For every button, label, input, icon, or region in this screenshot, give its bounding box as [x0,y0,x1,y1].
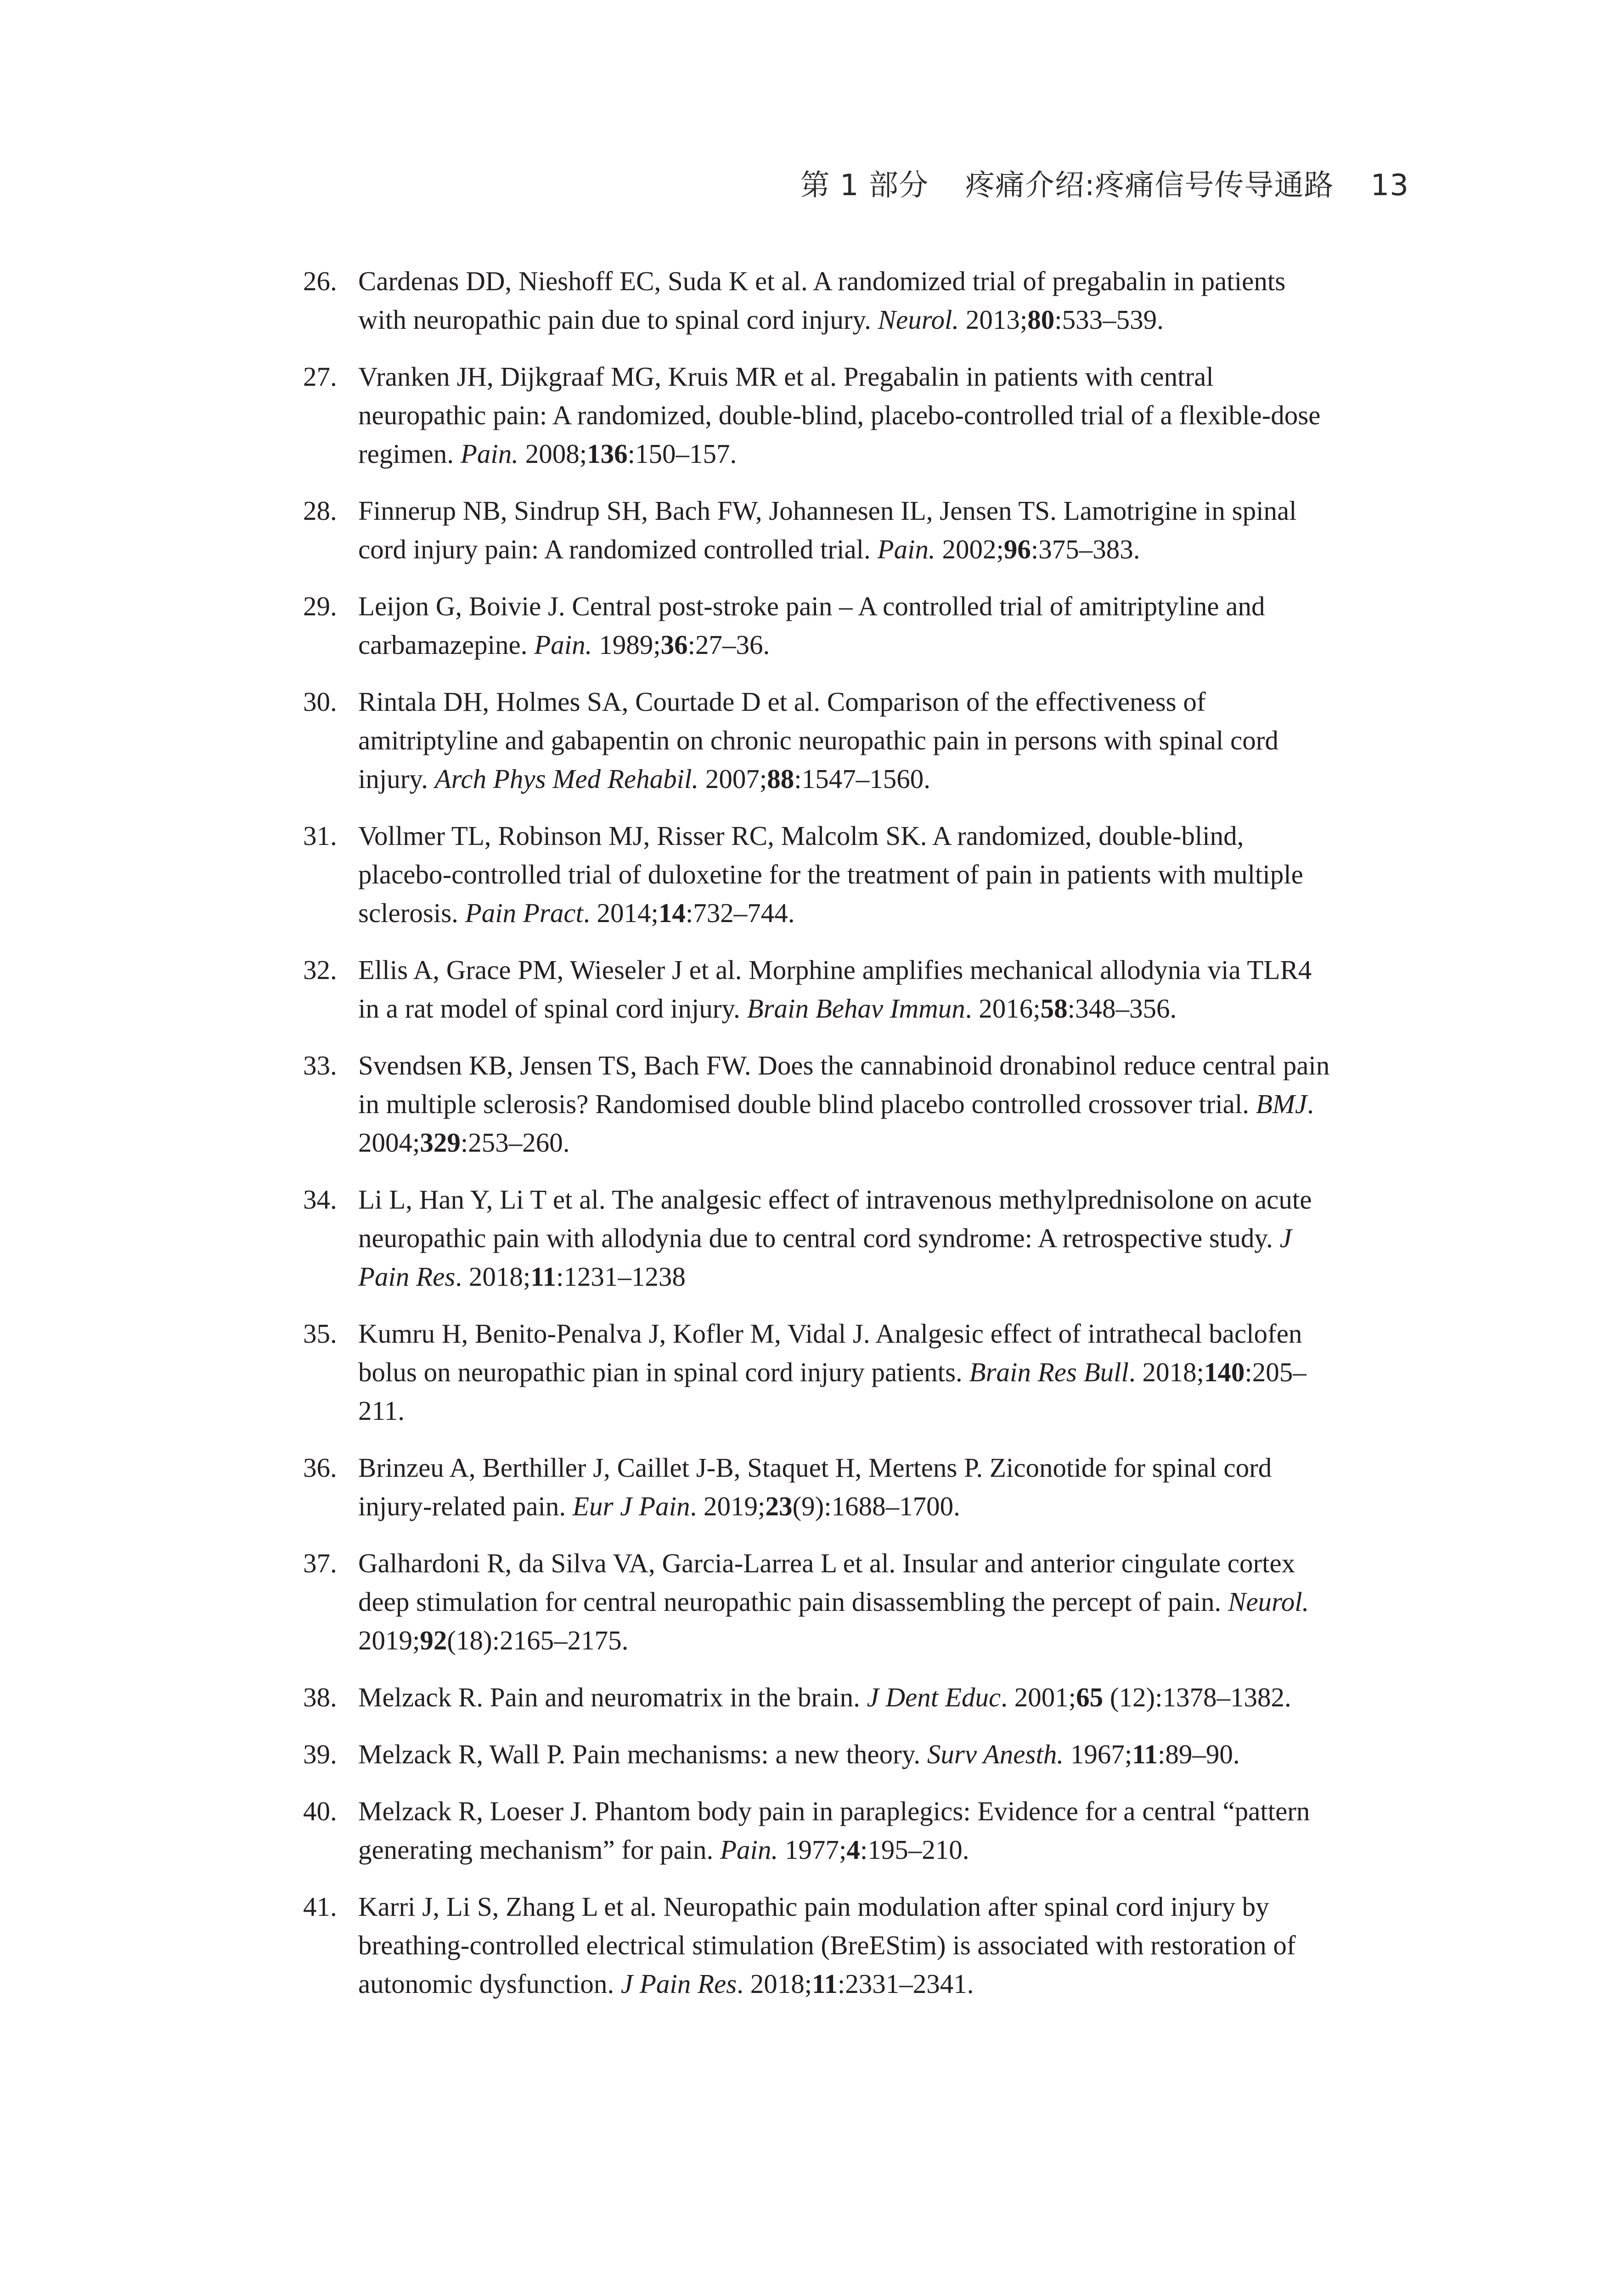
reference-item [303,682,1336,798]
reference-number: 38. [303,1682,337,1712]
reference-number: 39. [303,1739,337,1769]
volume-number: 11 [1132,1739,1158,1769]
reference-segment: . 2018; [455,1261,531,1292]
reference-number: 35. [303,1318,337,1349]
reference-number: 33. [303,1050,337,1080]
volume-number: 11 [530,1261,557,1292]
reference-item [303,1448,1336,1525]
reference-text [358,587,1336,664]
reference-text [358,1887,1336,2003]
reference-segment: 2019; [358,1625,420,1655]
reference-segment: Finnerup NB, Sindrup SH, Bach FW, Johannesen IL, Jensen TS. Lamotrigine in spinal cord injury pain: A randomized controlled trial. [358,495,1297,564]
reference-text [358,491,1336,568]
reference-segment: . 2016; [965,993,1041,1024]
reference-text [358,1046,1336,1162]
volume-number: 88 [767,764,794,794]
reference-segment: :89–90. [1158,1739,1240,1769]
reference-item [303,1544,1336,1660]
reference-text [358,1544,1336,1660]
reference-number: 31. [303,821,337,851]
reference-number: 29. [303,591,337,621]
reference-segment: Svendsen KB, Jensen TS, Bach FW. Does the cannabinoid dronabinol reduce central pain in multiple sclerosis? Randomised double blind placebo controlled crossover trial. [358,1050,1330,1119]
reference-segment: Leijon G, Boivie J. Central post-stroke pain – A controlled trial of amitriptyline and carbamazepine. [358,591,1265,660]
reference-text [358,1180,1336,1296]
reference-segment: 2013; [959,304,1028,335]
reference-text [358,1448,1336,1525]
volume-number: 58 [1040,993,1068,1024]
reference-number: 27. [303,361,337,392]
reference-segment: . 2004; [358,1089,1314,1158]
journal-name: Eur J Pain [572,1491,690,1521]
page-number: 13 [1370,169,1409,203]
reference-item [303,1792,1336,1869]
reference-segment: (9):1688–1700. [792,1491,960,1521]
reference-segment: :1547–1560. [794,764,930,794]
reference-item [303,1314,1336,1430]
journal-name: J Pain Res [620,1969,737,1999]
reference-segment: :1231–1238 [556,1261,686,1292]
reference-segment: 1989; [592,630,661,660]
reference-segment: Melzack R, Wall P. Pain mechanisms: a new theory. [358,1739,927,1769]
reference-segment: Vranken JH, Dijkgraaf MG, Kruis MR et al. Pregabalin in patients with central neuropathic pain: A randomized, double-blind, placebo-controlled trial of a flexible-dose regimen. [358,361,1321,469]
reference-segment: :2331–2341. [837,1969,974,1999]
volume-number: 329 [420,1127,461,1158]
reference-text [358,1314,1336,1430]
reference-segment: Brinzeu A, Berthiller J, Caillet J-B, Staquet H, Mertens P. Ziconotide for spinal cord injury-related pain. [358,1452,1272,1521]
volume-number: 14 [658,898,686,928]
volume-number: 96 [1003,534,1031,564]
journal-name: Surv Anesth. [927,1739,1064,1769]
part-label: 第 1 部分 [800,169,929,203]
volume-number: 4 [846,1835,860,1865]
reference-segment: 1977; [778,1835,847,1865]
reference-item [303,1887,1336,2003]
journal-name: J Dent Educ [867,1682,1001,1712]
journal-name: Brain Behav Immun [747,993,965,1024]
journal-name: Pain. [460,439,518,469]
reference-segment: :348–356. [1067,993,1177,1024]
reference-item [303,816,1336,932]
reference-segment: :533–539. [1054,304,1164,335]
reference-item [303,491,1336,568]
volume-number: 140 [1204,1357,1245,1387]
journal-name: Brain Res Bull [969,1357,1129,1387]
reference-segment: 2008; [518,439,587,469]
reference-number: 28. [303,495,337,526]
reference-item [303,262,1336,339]
volume-number: 92 [420,1625,447,1655]
reference-segment: Galhardoni R, da Silva VA, Garcia-Larrea L et al. Insular and anterior cingulate cortex deep stimulation for central neuropathic pain disassembling the percept of pain. [358,1548,1295,1617]
reference-item [303,1180,1336,1296]
reference-segment: Cardenas DD, Nieshoff EC, Suda K et al. A randomized trial of pregabalin in patients with neuropathic pain due to spinal cord injury. [358,266,1286,335]
reference-segment: :150–157. [627,439,737,469]
reference-number: 41. [303,1891,337,1922]
volume-number: 80 [1027,304,1055,335]
reference-item [303,1735,1336,1773]
reference-number: 37. [303,1548,337,1578]
journal-name: J Pain Res [358,1223,1292,1292]
reference-item [303,951,1336,1028]
reference-item [303,1046,1336,1162]
reference-segment: Karri J, Li S, Zhang L et al. Neuropathic pain modulation after spinal cord injury by breathing-controlled electrical stimulation (BreEStim) is associated with restoration of autonomic dysfunction. [358,1891,1296,1999]
reference-segment: . 2019; [690,1491,766,1521]
reference-segment: 2007; [698,764,767,794]
reference-segment: (12):1378–1382. [1103,1682,1291,1712]
reference-segment: . 2001; [1001,1682,1076,1712]
reference-text [358,1735,1336,1773]
reference-segment: Ellis A, Grace PM, Wieseler J et al. Morphine amplifies mechanical allodynia via TLR4 in a rat model of spinal cord injury. [358,955,1312,1024]
reference-text [358,816,1336,932]
reference-segment: . 2014; [583,898,659,928]
reference-segment: :732–744. [685,898,795,928]
journal-name: Pain. [720,1835,778,1865]
running-header [800,162,1409,204]
reference-item [303,357,1336,473]
reference-segment: Vollmer TL, Robinson MJ, Risser RC, Malcolm SK. A randomized, double-blind, placebo-controlled trial of duloxetine for the treatment of pain in patients with multiple sclerosis. [358,821,1303,928]
reference-segment: . 2018; [1128,1357,1204,1387]
journal-name: Neurol. [878,304,959,335]
reference-item [303,587,1336,664]
reference-number: 34. [303,1184,337,1215]
reference-segment: :253–260. [460,1127,570,1158]
reference-segment: Li L, Han Y, Li T et al. The analgesic effect of intravenous methylprednisolone on acute neuropathic pain with allodynia due to central cord syndrome: A retrospective study. [358,1184,1312,1253]
reference-item [303,1678,1336,1716]
reference-segment: 1967; [1064,1739,1132,1769]
reference-segment: 2002; [935,534,1004,564]
reference-text [358,951,1336,1028]
journal-name: BMJ [1256,1089,1307,1119]
reference-segment: Melzack R, Loeser J. Phantom body pain in paraplegics: Evidence for a central “pattern generating mechanism” for pain. [358,1796,1310,1865]
volume-number: 136 [587,439,628,469]
reference-segment: (18):2165–2175. [447,1625,629,1655]
reference-text [358,1792,1336,1869]
reference-list [303,262,1336,2021]
reference-segment: Rintala DH, Holmes SA, Courtade D et al. Comparison of the effectiveness of amitriptyline and gabapentin on chronic neuropathic pain in persons with spinal cord injury. [358,687,1278,794]
reference-text [358,357,1336,473]
reference-segment: :195–210. [860,1835,969,1865]
reference-text [358,682,1336,798]
reference-number: 36. [303,1452,337,1483]
journal-name: Neurol. [1228,1587,1309,1617]
reference-number: 30. [303,687,337,717]
reference-text [358,1678,1336,1716]
reference-number: 40. [303,1796,337,1826]
reference-segment: :375–383. [1031,534,1140,564]
volume-number: 65 [1076,1682,1104,1712]
reference-number: 32. [303,955,337,985]
reference-segment: . 2018; [737,1969,812,1999]
reference-text [358,262,1336,339]
reference-segment: :27–36. [687,630,770,660]
volume-number: 11 [812,1969,838,1999]
reference-number: 26. [303,266,337,296]
reference-segment: Melzack R. Pain and neuromatrix in the brain. [358,1682,867,1712]
chapter-title: 疼痛介绍:疼痛信号传导通路 [965,169,1334,203]
reference-segment: :205–211. [358,1357,1307,1426]
volume-number: 36 [660,630,688,660]
journal-name: Arch Phys Med Rehabil. [434,764,699,794]
reference-segment: Kumru H, Benito-Penalva J, Kofler M, Vidal J. Analgesic effect of intrathecal baclofen bolus on neuropathic pian in spinal cord injury patients. [358,1318,1302,1387]
journal-name: Pain. [877,534,935,564]
journal-name: Pain Pract [465,898,583,928]
volume-number: 23 [765,1491,793,1521]
journal-name: Pain. [534,630,592,660]
